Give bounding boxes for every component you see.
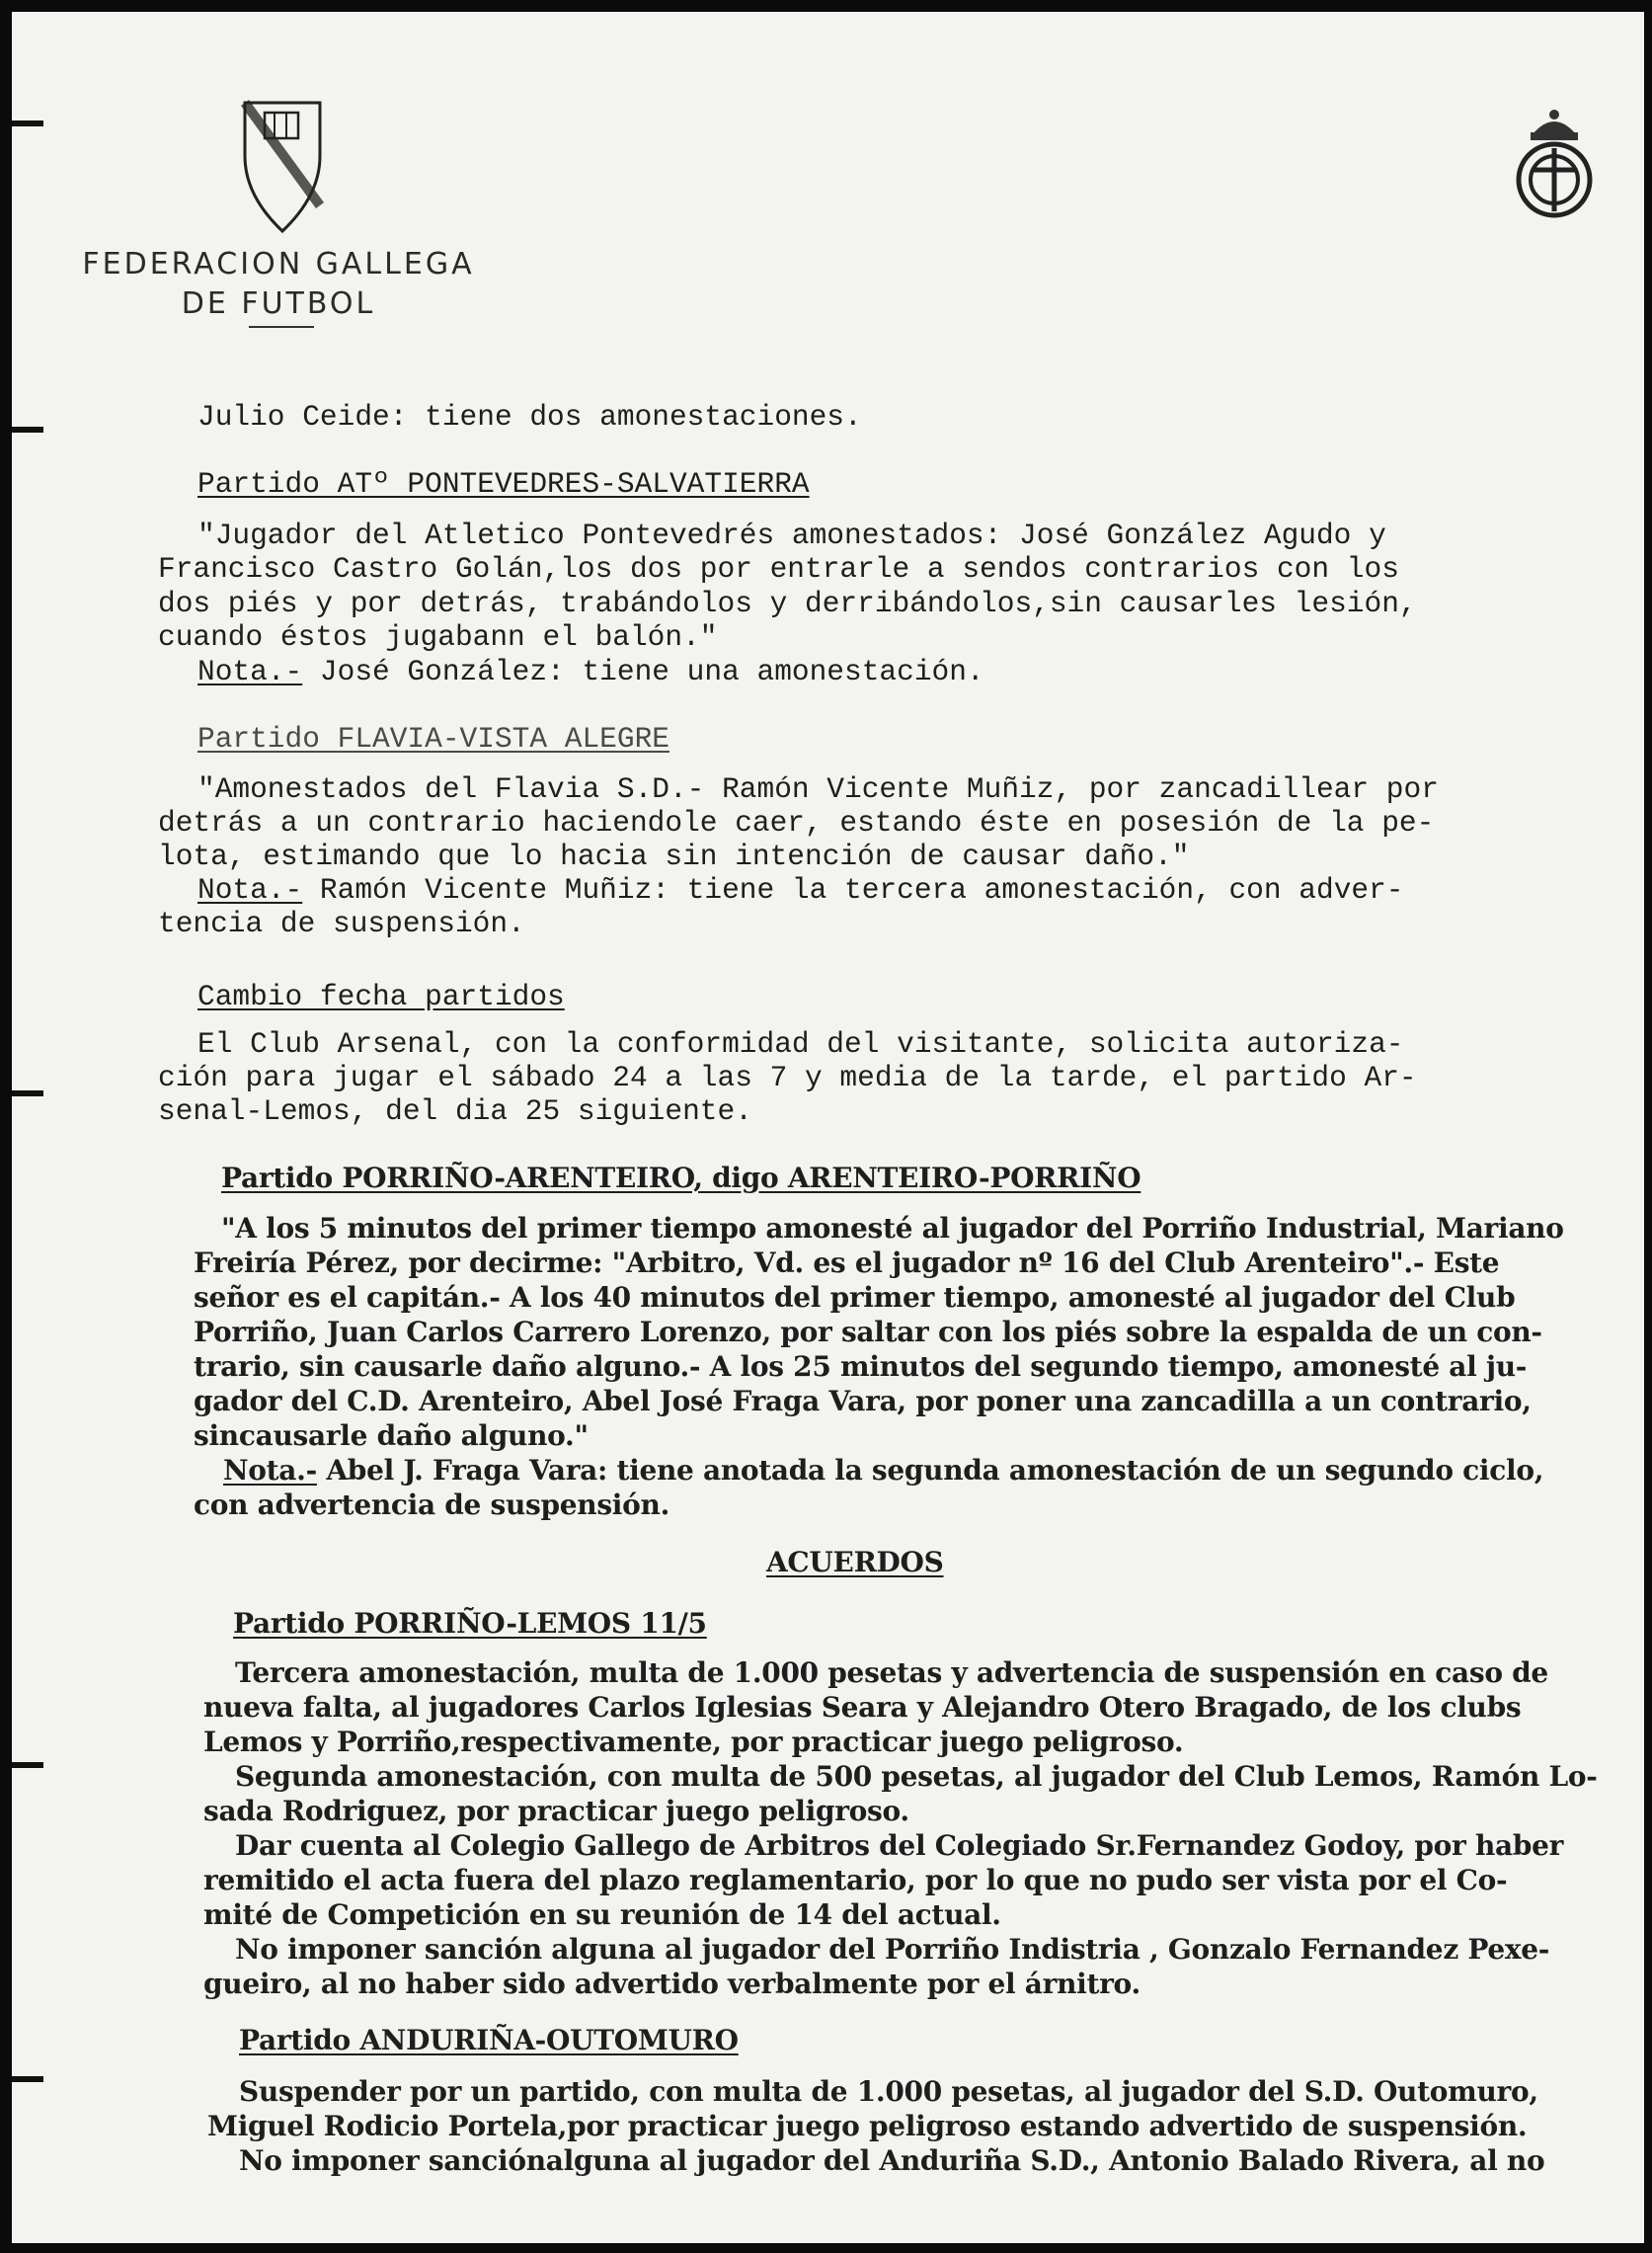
text-line: gador del C.D. Arenteiro, Abel José Fraga Vara, por poner una zancadilla a un contrario, [194,1385,1532,1417]
section-title: Partido ANDURIÑA-OUTOMURO [239,2024,739,2056]
text-line: "Jugador del Atletico Pontevedrés amonestados: José González Agudo y [197,519,1386,552]
section-title: Partido FLAVIA-VISTA ALEGRE [197,722,669,756]
text-line: El Club Arsenal, con la conformidad del visitante, solicita autoriza- [197,1027,1404,1061]
text-line: trario, sin causarle daño alguno.- A los 25 minutos del segundo tiempo, amonesté al ju- [194,1350,1528,1383]
text-line: dos piés y por detrás, trabándolos y derribándolos,sin causarles lesión, [158,587,1417,620]
text-line: mité de Competición en su reunión de 14 del actual. [203,1898,1001,1931]
text-line: Lemos y Porriño,respectivamente, por practicar juego peligroso. [203,1726,1184,1758]
text-line: "Amonestados del Flavia S.D.- Ramón Vicente Muñiz, por zancadillear por [197,772,1439,806]
federation-name [71,245,486,324]
text-line: sincausarle daño alguno." [194,1419,589,1452]
text-line: con advertencia de suspensión. [194,1489,670,1521]
note-label: Nota.- [197,873,303,907]
federation-name-line2: DE FUTBOL [181,286,376,321]
punch-mark [12,1762,43,1768]
text-line: detrás a un contrario haciendole caer, estando éste en posesión de la pe- [158,806,1435,840]
note-text: José González: tiene una amonestación. [302,655,984,688]
text-line: gueiro, al no haber sido advertido verbalmente por el árnitro. [203,1968,1141,2000]
text-line: lota, estimando que lo hacia sin intención de causar daño." [158,840,1190,873]
note-label: Nota.- [223,1454,317,1487]
text-line: Tercera amonestación, multa de 1.000 pesetas y advertencia de suspensión en caso de [235,1656,1548,1689]
note-text: Ramón Vicente Muñiz: tiene la tercera amonestación, con adver- [302,873,1404,907]
section-title: Partido ATº PONTEVEDRES-SALVATIERRA [197,467,810,501]
text-line: ción para jugar el sábado 24 a las 7 y media de la tarde, el partido Ar- [158,1061,1417,1094]
text-line: Porriño, Juan Carlos Carrero Lorenzo, por saltar con los piés sobre la espalda de un con- [194,1316,1542,1348]
intro-line: Julio Ceide: tiene dos amonestaciones. [197,400,862,434]
federation-name-line1: FEDERACION GALLEGA [82,247,475,282]
letterhead-divider [249,326,314,328]
note-label: Nota.- [197,655,303,688]
section-title: Partido PORRIÑO-ARENTEIRO, digo ARENTEIRO-PORRIÑO [221,1162,1141,1194]
text-line: Suspender por un partido, con multa de 1.000 pesetas, al jugador del S.D. Outomuro, [239,2075,1538,2108]
text-line: Miguel Rodicio Portela,por practicar juego peligroso estando advertido de suspensión. [207,2110,1528,2142]
section-title: Partido PORRIÑO-LEMOS 11/5 [233,1607,707,1640]
text-line: tencia de suspensión. [158,907,525,940]
note-line [197,655,984,689]
text-line: Dar cuenta al Colegio Gallego de Arbitros del Colegiado Sr.Fernandez Godoy, por haber [235,1829,1564,1862]
note-line [197,873,1404,908]
section-title: Cambio fecha partidos [197,980,565,1013]
text-line: cuando éstos jugabann el balón." [158,620,718,654]
text-line: remitido el acta fuera del plazo reglamentario, por lo que no pudo ser vista por el Co- [203,1864,1508,1896]
text-line: No imponer sanciónalguna al jugador del Anduriña S.D., Antonio Balado Rivera, al no [239,2144,1545,2177]
text-line: senal-Lemos, del dia 25 siguiente. [158,1094,752,1128]
punch-mark [12,121,43,126]
punch-mark [12,427,43,433]
text-line: No imponer sanción alguna al jugador del Porriño Indistria , Gonzalo Fernandez Pexe- [235,1933,1550,1966]
text-line: Freiría Pérez, por decirme: "Arbitro, Vd. es el jugador nº 16 del Club Arenteiro".- Este [194,1247,1500,1279]
acuerdos-heading: ACUERDOS [766,1546,944,1578]
punch-mark [12,1090,43,1096]
text-line: nueva falta, al jugadores Carlos Iglesias Seara y Alejandro Otero Bragado, de los clubs [203,1691,1522,1724]
text-line: "A los 5 minutos del primer tiempo amonesté al jugador del Porriño Industrial, Mariano [221,1212,1564,1245]
punch-mark [12,2076,43,2082]
note-text: Abel J. Fraga Vara: tiene anotada la segunda amonestación de un segundo ciclo, [316,1454,1544,1487]
federation-shield-logo [241,97,324,235]
text-line: Segunda amonestación, con multa de 500 pesetas, al jugador del Club Lemos, Ramón Lo- [235,1760,1598,1793]
note-line [223,1453,1543,1488]
text-line: Francisco Castro Golán,los dos por entrarle a sendos contrarios con los [158,552,1399,586]
royal-crest-logo [1513,105,1596,223]
document-page [12,12,1644,2243]
text-line: sada Rodriguez, por practicar juego peligroso. [203,1795,909,1827]
text-line: señor es el capitán.- A los 40 minutos del primer tiempo, amonesté al jugador del Club [194,1281,1516,1314]
